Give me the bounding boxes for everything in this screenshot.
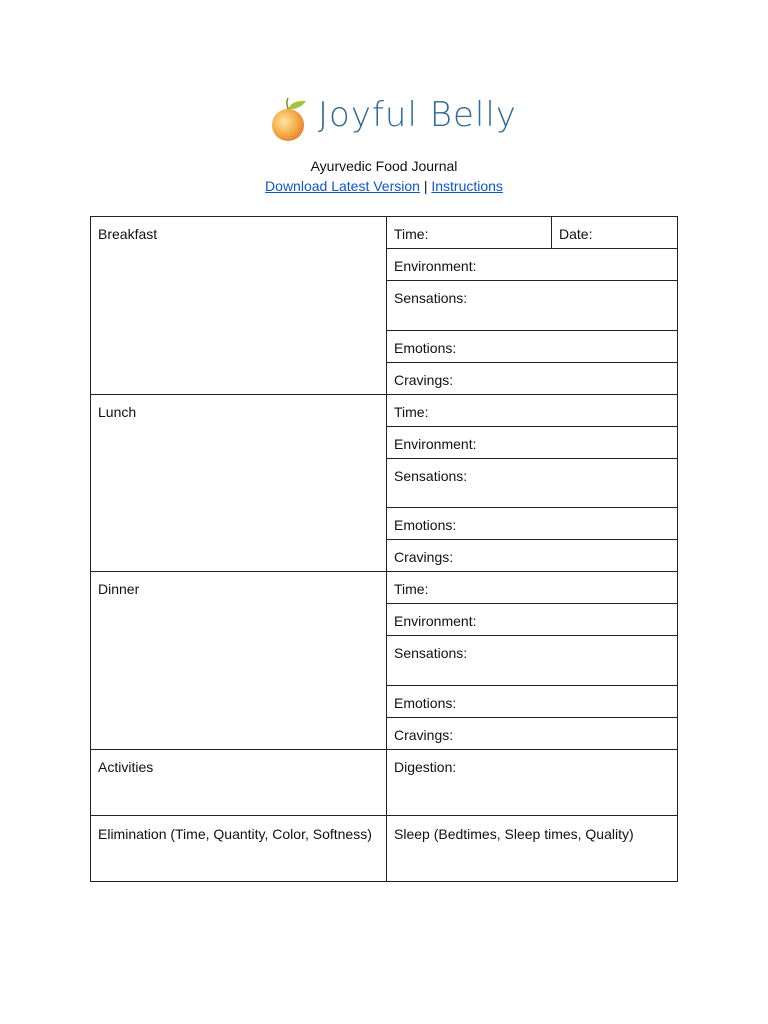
dinner-sensations-cell[interactable]: Sensations: [386, 635, 678, 685]
joyful-belly-logo [266, 92, 517, 148]
breakfast-environment-cell[interactable]: Environment: [386, 248, 678, 280]
activities-cell[interactable]: Activities [90, 749, 386, 815]
lunch-cravings-cell[interactable]: Cravings: [386, 539, 678, 571]
dinner-cell[interactable]: Dinner [90, 571, 386, 749]
breakfast-cell[interactable]: Breakfast [90, 216, 386, 394]
breakfast-sensations-cell[interactable]: Sensations: [386, 280, 678, 330]
brand-name: Joyful Belly [318, 95, 517, 135]
lunch-cell[interactable]: Lunch [90, 394, 386, 571]
download-latest-version-link[interactable]: Download Latest Version [265, 178, 420, 194]
breakfast-cravings-cell[interactable]: Cravings: [386, 362, 678, 394]
lunch-sensations-cell[interactable]: Sensations: [386, 458, 678, 507]
dinner-environment-cell[interactable]: Environment: [386, 603, 678, 635]
breakfast-date-cell[interactable]: Date: [551, 216, 678, 248]
peach-icon [266, 92, 318, 148]
elimination-cell[interactable]: Elimination (Time, Quantity, Color, Softness) [90, 815, 386, 882]
digestion-cell[interactable]: Digestion: [386, 749, 678, 815]
header-links [0, 178, 768, 194]
breakfast-time-cell[interactable]: Time: [386, 216, 551, 248]
link-separator: | [423, 178, 428, 194]
lunch-environment-cell[interactable]: Environment: [386, 426, 678, 458]
breakfast-emotions-cell[interactable]: Emotions: [386, 330, 678, 362]
lunch-emotions-cell[interactable]: Emotions: [386, 507, 678, 539]
sleep-cell[interactable]: Sleep (Bedtimes, Sleep times, Quality) [386, 815, 678, 882]
instructions-link[interactable]: Instructions [431, 178, 503, 194]
dinner-emotions-cell[interactable]: Emotions: [386, 685, 678, 717]
dinner-cravings-cell[interactable]: Cravings: [386, 717, 678, 749]
food-journal-table [90, 216, 678, 882]
dinner-time-cell[interactable]: Time: [386, 571, 678, 603]
document-title: Ayurvedic Food Journal [310, 158, 458, 174]
lunch-time-cell[interactable]: Time: [386, 394, 678, 426]
